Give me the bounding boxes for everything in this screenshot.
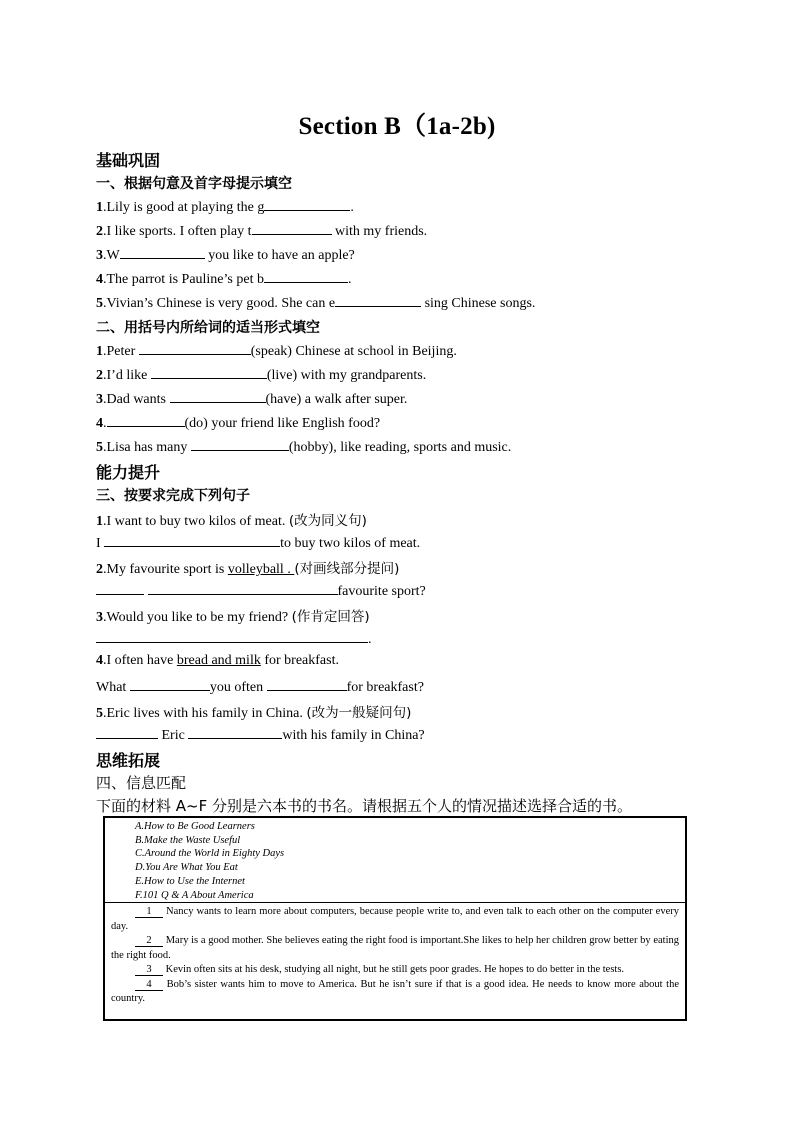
part3-question-5: 5.Eric lives with his family in China. (改为一般疑问句) [96, 705, 412, 721]
part1-question-3: 3.W you like to have an apple? [96, 245, 355, 264]
matching-item: 4 Bob’s sister wants him to move to America. But he isn’t sure if that is a good idea. He needs to know more about the country. [111, 978, 679, 1004]
part1-question-4: 4.The parrot is Pauline’s pet b . [96, 269, 351, 288]
answer-blank[interactable]: 1 [135, 906, 163, 918]
book-list [135, 820, 284, 902]
book-title: B.Make the Waste Useful [135, 834, 241, 846]
part3-answer-3: . [96, 629, 372, 648]
book-title: E.How to Use the Internet [135, 875, 245, 887]
part2-question-5: 5.Lisa has many (hobby), like reading, sports and music. [96, 437, 511, 456]
box-divider [105, 902, 685, 903]
part4-heading: 四、信息匹配 [96, 774, 187, 792]
part4-intro: 下面的材料 A~F 分别是六本书的书名。请根据五个人的情况描述选择合适的书。 [96, 797, 632, 815]
part1-question-2: 2.I like sports. I often play t with my friends. [96, 221, 427, 240]
section-heading-ability: 能力提升 [96, 463, 161, 482]
answer-blank[interactable]: 2 [135, 935, 163, 947]
answer-blank[interactable] [120, 245, 205, 259]
answer-blank[interactable]: 3 [135, 964, 163, 976]
matching-items [111, 905, 679, 1007]
book-title: F.101 Q & A About America [135, 889, 254, 901]
part3-answer-5: Eric with his family in China? [96, 725, 425, 744]
section-heading-basics: 基础巩固 [96, 151, 161, 170]
answer-blank[interactable] [107, 413, 185, 427]
part2-question-1: 1.Peter (speak) Chinese at school in Beijing. [96, 341, 457, 360]
part1-question-1: 1.Lily is good at playing the g . [96, 197, 354, 216]
answer-blank[interactable] [96, 581, 144, 595]
book-title: D.You Are What You Eat [135, 862, 238, 874]
part2-heading: 二、用括号内所给词的适当形式填空 [96, 320, 320, 336]
book-title: C.Around the World in Eighty Days [135, 848, 285, 860]
matching-item: 1 Nancy wants to learn more about computers, because people write to, and even talk to each other on the computer every day. [111, 906, 679, 932]
part3-answer-4: What you often for breakfast? [96, 677, 424, 696]
matching-item: 2 Mary is a good mother. She believes eating the right food is important.She likes to help her children grow better by eating the right food. [111, 935, 679, 961]
matching-box [103, 816, 687, 1021]
book-title: A.How to Be Good Learners [135, 821, 255, 832]
answer-blank[interactable] [170, 389, 266, 403]
part3-question-4: 4.I often have bread and milk for breakfast. [96, 653, 339, 668]
answer-blank[interactable] [139, 341, 251, 355]
part2-question-2: 2.I’d like (live) with my grandparents. [96, 365, 426, 384]
answer-blank[interactable] [188, 725, 282, 739]
part3-question-3: 3.Would you like to be my friend? (作肯定回答) [96, 609, 370, 625]
answer-blank[interactable] [252, 221, 332, 235]
answer-blank[interactable] [264, 269, 348, 283]
answer-blank[interactable] [191, 437, 289, 451]
answer-blank[interactable] [104, 533, 280, 547]
answer-blank[interactable] [96, 629, 368, 643]
answer-blank[interactable] [148, 581, 338, 595]
part2-question-4: 4. (do) your friend like English food? [96, 413, 380, 432]
answer-blank[interactable] [264, 197, 350, 211]
answer-blank[interactable]: 4 [135, 979, 163, 991]
part3-question-1: 1.I want to buy two kilos of meat. (改为同义句) [96, 513, 367, 529]
answer-blank[interactable] [335, 293, 421, 307]
section-heading-extension: 思维拓展 [96, 751, 161, 770]
part3-heading: 三、按要求完成下列句子 [96, 488, 250, 504]
part3-answer-1: I to buy two kilos of meat. [96, 533, 420, 552]
part3-answer-2: favourite sport? [96, 581, 426, 600]
answer-blank[interactable] [267, 677, 347, 691]
answer-blank[interactable] [96, 725, 158, 739]
matching-item: 3 Kevin often sits at his desk, studying all night, but he still gets poor grades. He hopes to do better in the tests. [111, 963, 679, 978]
part3-question-2: 2.My favourite sport is volleyball . (对画线部分提问) [96, 561, 400, 577]
page-title: Section B（1a-2b) [298, 113, 496, 140]
part2-question-3: 3.Dad wants (have) a walk after super. [96, 389, 407, 408]
answer-blank[interactable] [130, 677, 210, 691]
answer-blank[interactable] [151, 365, 267, 379]
part1-question-5: 5.Vivian’s Chinese is very good. She can e sing Chinese songs. [96, 293, 535, 312]
part1-heading: 一、根据句意及首字母提示填空 [96, 176, 292, 192]
